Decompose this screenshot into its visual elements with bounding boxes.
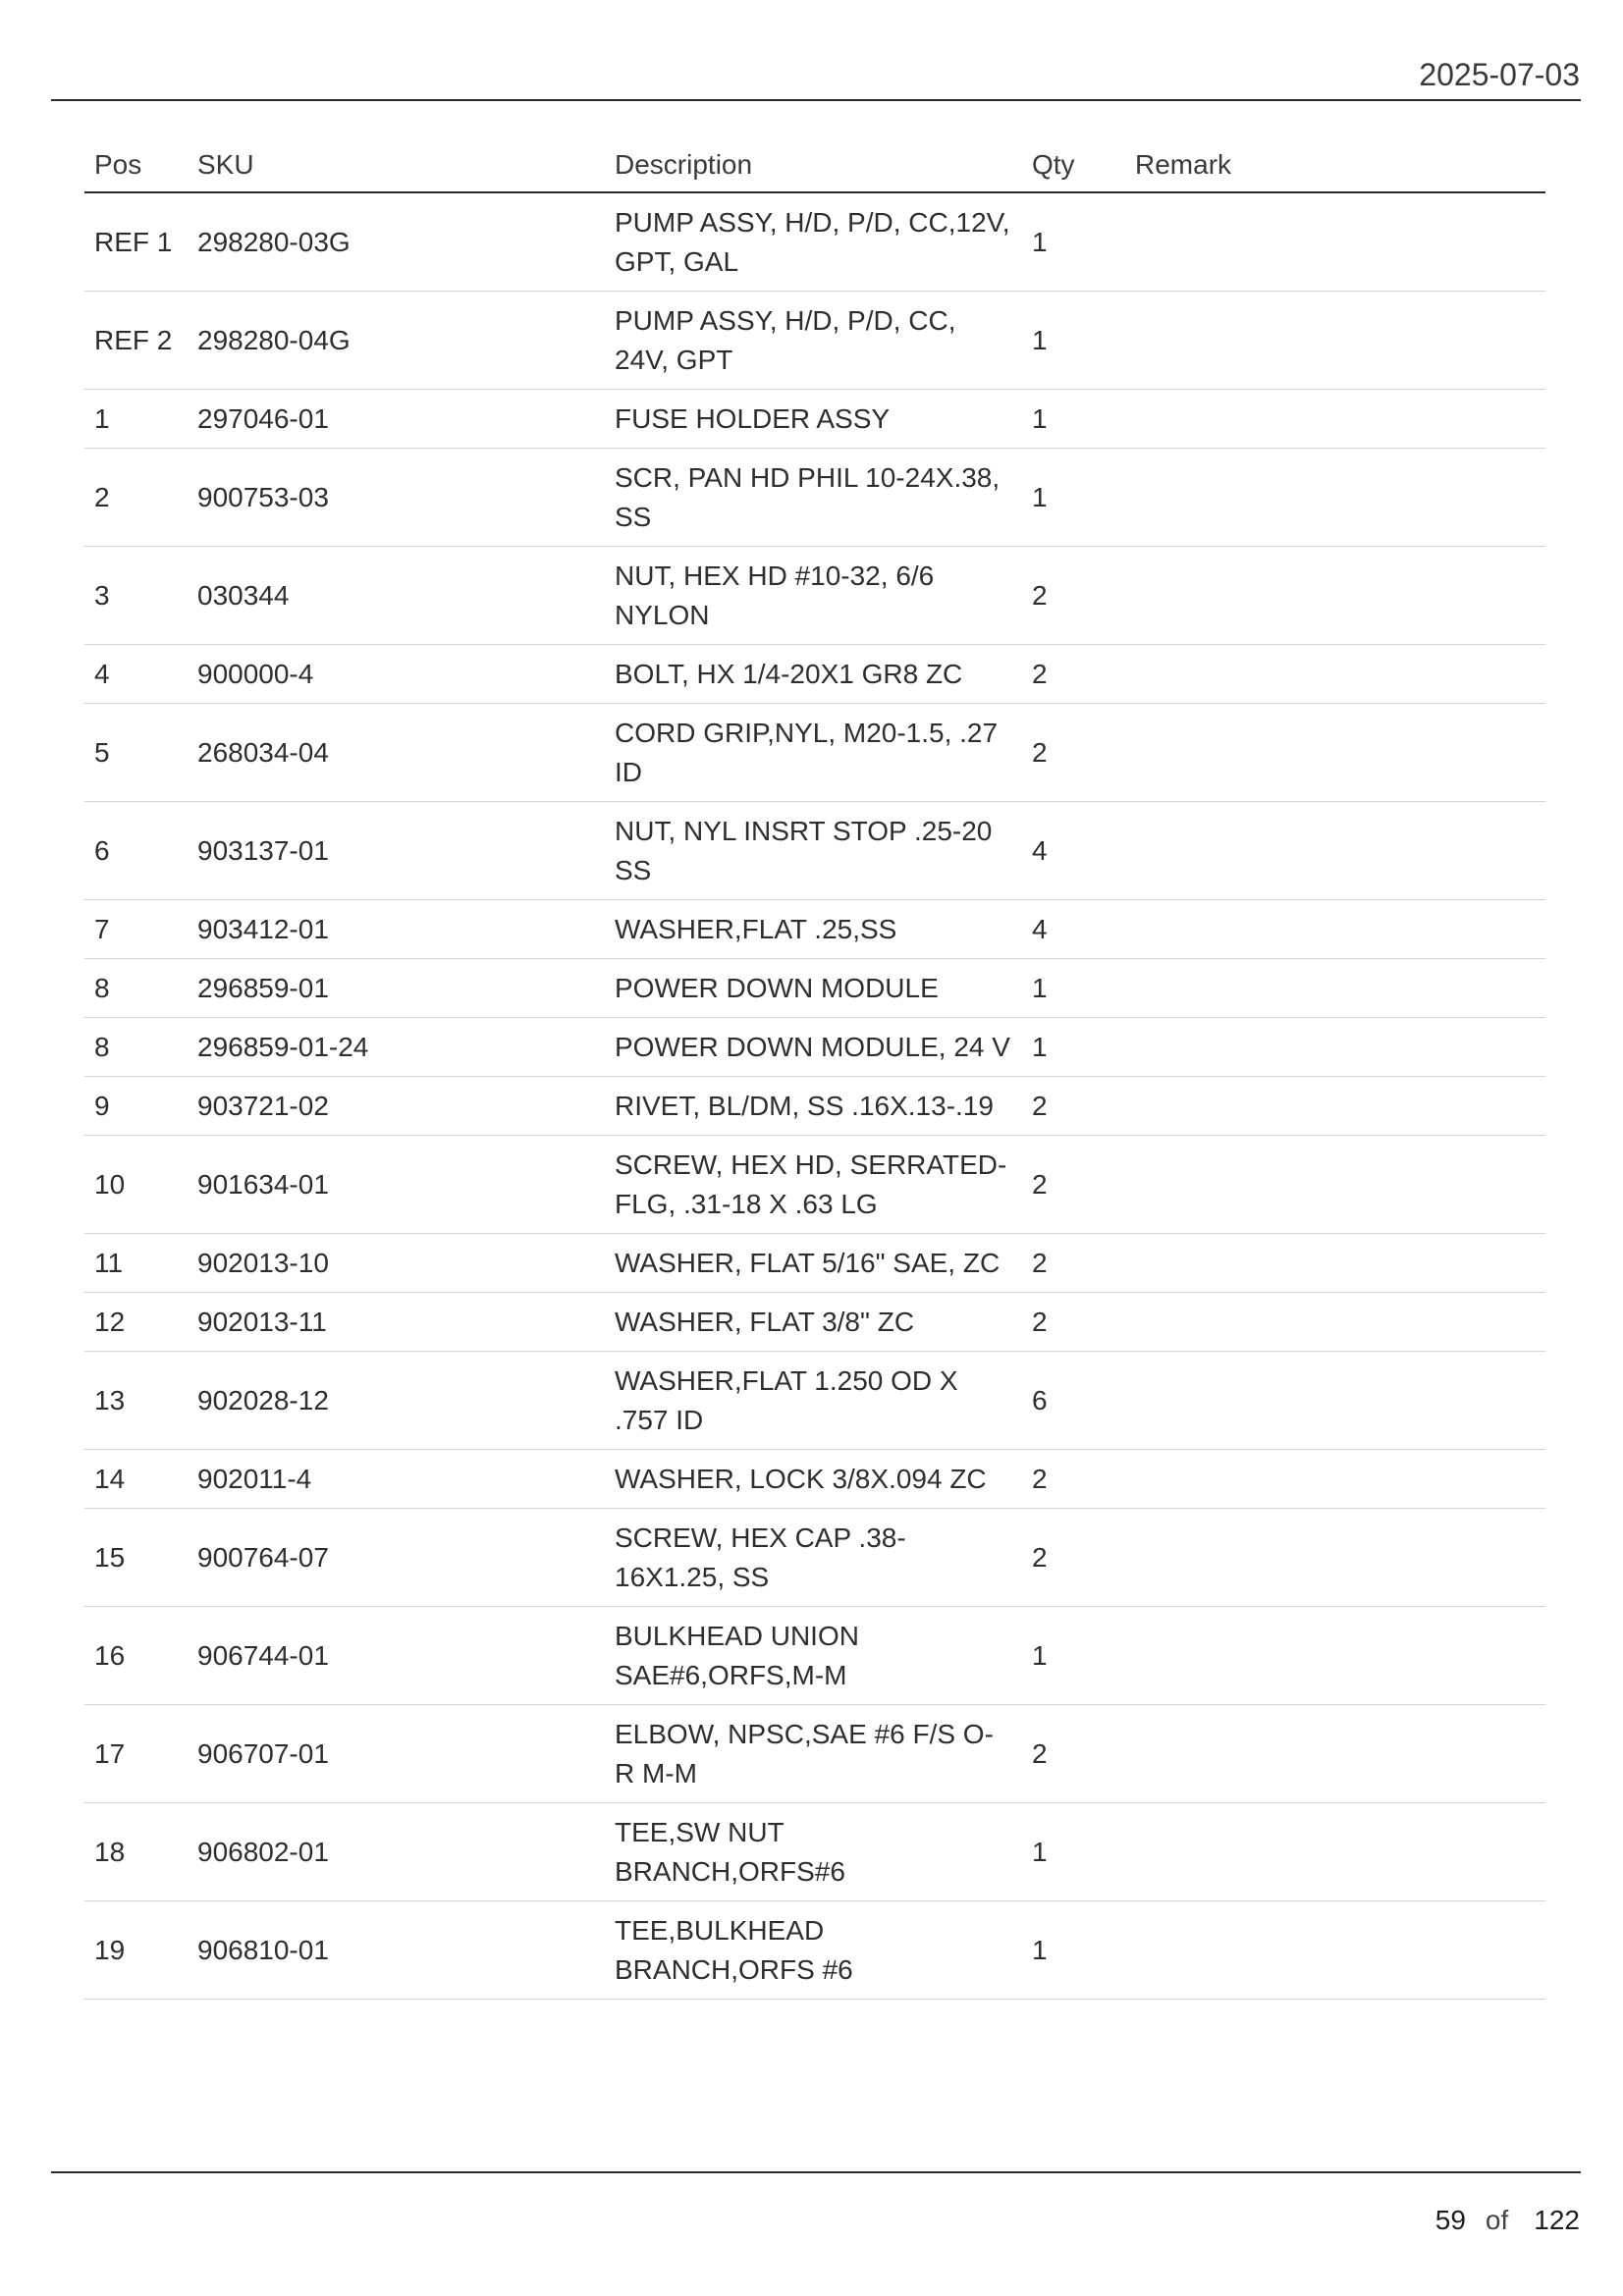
cell-description: SCREW, HEX CAP .38-16X1.25, SS [605,1509,1022,1607]
table-row [84,900,1545,959]
cell-pos: 7 [84,900,188,959]
table-row [84,1450,1545,1509]
cell-description: WASHER, LOCK 3/8X.094 ZC [605,1450,1022,1509]
cell-sku: 902028-12 [188,1352,605,1450]
cell-sku: 906744-01 [188,1607,605,1705]
table-row [84,1293,1545,1352]
cell-description: WASHER, FLAT 3/8" ZC [605,1293,1022,1352]
cell-pos: 12 [84,1293,188,1352]
page-indicator [1435,2205,1580,2236]
table-row [84,704,1545,802]
cell-pos: 3 [84,547,188,645]
cell-qty: 6 [1022,1352,1125,1450]
cell-qty: 2 [1022,1509,1125,1607]
cell-pos: 10 [84,1136,188,1234]
header-divider [51,99,1581,101]
cell-description: SCREW, HEX HD, SERRATED-FLG, .31-18 X .63 LG [605,1136,1022,1234]
cell-qty: 1 [1022,1018,1125,1077]
cell-pos: 11 [84,1234,188,1293]
cell-remark [1125,645,1545,704]
cell-sku: 903412-01 [188,900,605,959]
cell-sku: 903137-01 [188,802,605,900]
cell-remark [1125,1705,1545,1803]
cell-remark [1125,959,1545,1018]
cell-sku: 296859-01-24 [188,1018,605,1077]
cell-sku: 902011-4 [188,1450,605,1509]
page-of-label: of [1485,2205,1509,2235]
footer-divider [51,2171,1581,2173]
cell-description: ELBOW, NPSC,SAE #6 F/S O-R M-M [605,1705,1022,1803]
column-header-sku: SKU [188,137,605,192]
cell-sku: 901634-01 [188,1136,605,1234]
cell-sku: 030344 [188,547,605,645]
table-row [84,1509,1545,1607]
cell-qty: 4 [1022,900,1125,959]
table-row [84,645,1545,704]
cell-qty: 1 [1022,1607,1125,1705]
table-row [84,1705,1545,1803]
table-row [84,292,1545,390]
parts-table [84,137,1545,2000]
cell-remark [1125,900,1545,959]
cell-remark [1125,547,1545,645]
cell-pos: 14 [84,1450,188,1509]
cell-description: NUT, HEX HD #10-32, 6/6 NYLON [605,547,1022,645]
cell-qty: 2 [1022,547,1125,645]
cell-sku: 903721-02 [188,1077,605,1136]
cell-description: NUT, NYL INSRT STOP .25-20 SS [605,802,1022,900]
cell-description: POWER DOWN MODULE [605,959,1022,1018]
cell-description: WASHER,FLAT .25,SS [605,900,1022,959]
cell-remark [1125,1077,1545,1136]
cell-pos: 8 [84,1018,188,1077]
cell-sku: 906802-01 [188,1803,605,1901]
table-row [84,1352,1545,1450]
column-header-description: Description [605,137,1022,192]
cell-pos: 1 [84,390,188,449]
cell-sku: 298280-03G [188,192,605,292]
cell-pos: 18 [84,1803,188,1901]
cell-remark [1125,704,1545,802]
cell-remark [1125,802,1545,900]
cell-pos: 15 [84,1509,188,1607]
table-row [84,449,1545,547]
cell-remark [1125,1901,1545,2000]
cell-pos: 17 [84,1705,188,1803]
cell-remark [1125,390,1545,449]
cell-qty: 2 [1022,1293,1125,1352]
cell-description: BULKHEAD UNION SAE#6,ORFS,M-M [605,1607,1022,1705]
cell-qty: 2 [1022,645,1125,704]
cell-pos: REF 1 [84,192,188,292]
table-header-row [84,137,1545,192]
table-row [84,1607,1545,1705]
cell-pos: 9 [84,1077,188,1136]
cell-pos: 4 [84,645,188,704]
cell-sku: 902013-10 [188,1234,605,1293]
cell-description: FUSE HOLDER ASSY [605,390,1022,449]
cell-sku: 906707-01 [188,1705,605,1803]
cell-description: WASHER,FLAT 1.250 OD X .757 ID [605,1352,1022,1450]
cell-qty: 1 [1022,959,1125,1018]
cell-remark [1125,1234,1545,1293]
cell-qty: 1 [1022,1901,1125,2000]
cell-remark [1125,1450,1545,1509]
cell-qty: 1 [1022,1803,1125,1901]
cell-sku: 268034-04 [188,704,605,802]
cell-sku: 900753-03 [188,449,605,547]
cell-qty: 1 [1022,292,1125,390]
cell-remark [1125,1018,1545,1077]
table-row [84,1136,1545,1234]
table-row [84,390,1545,449]
cell-sku: 900000-4 [188,645,605,704]
document-date: 2025-07-03 [1419,57,1580,92]
cell-pos: 5 [84,704,188,802]
table-row [84,192,1545,292]
cell-description: TEE,BULKHEAD BRANCH,ORFS #6 [605,1901,1022,2000]
cell-description: SCR, PAN HD PHIL 10-24X.38, SS [605,449,1022,547]
table-row [84,802,1545,900]
cell-sku: 900764-07 [188,1509,605,1607]
table-row [84,547,1545,645]
cell-description: POWER DOWN MODULE, 24 V [605,1018,1022,1077]
total-page-count: 122 [1534,2205,1580,2235]
cell-remark [1125,1352,1545,1450]
column-header-qty: Qty [1022,137,1125,192]
cell-qty: 2 [1022,1077,1125,1136]
cell-pos: 19 [84,1901,188,2000]
cell-qty: 2 [1022,704,1125,802]
table-row [84,1803,1545,1901]
cell-remark [1125,1293,1545,1352]
cell-description: CORD GRIP,NYL, M20-1.5, .27 ID [605,704,1022,802]
cell-qty: 2 [1022,1705,1125,1803]
cell-description: PUMP ASSY, H/D, P/D, CC,12V, GPT, GAL [605,192,1022,292]
cell-qty: 4 [1022,802,1125,900]
cell-remark [1125,1136,1545,1234]
cell-remark [1125,1607,1545,1705]
parts-table-body [84,192,1545,2000]
cell-sku: 296859-01 [188,959,605,1018]
cell-remark [1125,192,1545,292]
cell-pos: 16 [84,1607,188,1705]
column-header-remark: Remark [1125,137,1545,192]
cell-remark [1125,292,1545,390]
cell-qty: 1 [1022,390,1125,449]
cell-sku: 902013-11 [188,1293,605,1352]
cell-pos: REF 2 [84,292,188,390]
cell-sku: 906810-01 [188,1901,605,2000]
cell-pos: 2 [84,449,188,547]
cell-remark [1125,449,1545,547]
table-row [84,1018,1545,1077]
cell-pos: 6 [84,802,188,900]
cell-qty: 2 [1022,1136,1125,1234]
cell-description: RIVET, BL/DM, SS .16X.13-.19 [605,1077,1022,1136]
cell-qty: 2 [1022,1450,1125,1509]
cell-pos: 8 [84,959,188,1018]
column-header-pos: Pos [84,137,188,192]
current-page-number: 59 [1434,2205,1466,2235]
table-row [84,959,1545,1018]
cell-remark [1125,1803,1545,1901]
cell-pos: 13 [84,1352,188,1450]
cell-description: BOLT, HX 1/4-20X1 GR8 ZC [605,645,1022,704]
cell-sku: 297046-01 [188,390,605,449]
table-row [84,1901,1545,2000]
cell-qty: 1 [1022,449,1125,547]
cell-description: WASHER, FLAT 5/16" SAE, ZC [605,1234,1022,1293]
table-row [84,1077,1545,1136]
cell-qty: 1 [1022,192,1125,292]
cell-description: TEE,SW NUT BRANCH,ORFS#6 [605,1803,1022,1901]
table-row [84,1234,1545,1293]
cell-sku: 298280-04G [188,292,605,390]
cell-description: PUMP ASSY, H/D, P/D, CC, 24V, GPT [605,292,1022,390]
cell-qty: 2 [1022,1234,1125,1293]
cell-remark [1125,1509,1545,1607]
